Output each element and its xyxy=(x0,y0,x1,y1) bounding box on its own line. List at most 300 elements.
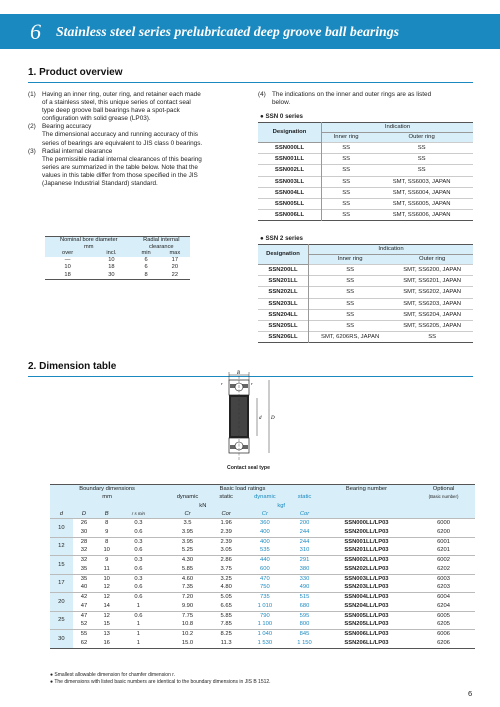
table-cell: 845 xyxy=(288,630,321,639)
overview-item-4 xyxy=(258,91,473,107)
diagram-caption: Contact seal type xyxy=(227,465,270,471)
indication-cell: SMT, SS6006, JAPAN xyxy=(370,210,473,221)
table-cell: 18 xyxy=(108,264,115,271)
table-cell: 35 xyxy=(80,565,88,572)
indication-cell: SS xyxy=(321,143,370,154)
table-row xyxy=(50,630,475,639)
table-cell: SSN200LL/LP03 xyxy=(344,528,389,535)
bore-diameter-cell: 20 xyxy=(50,593,73,612)
table-cell: 5.25 xyxy=(181,547,194,554)
col-header: (Basic number) xyxy=(412,493,475,501)
item-text-line: Bearing accuracy xyxy=(42,123,92,131)
indication-cell: SS xyxy=(321,176,370,187)
table-cell: 6204 xyxy=(437,602,450,609)
indication-cell: SMT, SS6201, JAPAN xyxy=(391,276,473,287)
table-row xyxy=(50,528,475,537)
table-cell: 7.75 xyxy=(164,611,211,620)
table-cell: 6 xyxy=(144,256,148,263)
table-cell: 3.95 xyxy=(164,537,211,546)
col-header: Boundary dimensions xyxy=(50,485,164,494)
designation-cell: SSN205LL xyxy=(258,321,308,332)
col-header: Optional xyxy=(412,485,475,494)
table-row xyxy=(50,583,475,592)
indication-cell: SMT, SS6202, JAPAN xyxy=(391,287,473,298)
table-cell: 20 xyxy=(171,264,178,271)
table-cell: 2.86 xyxy=(211,556,242,565)
col-header: clearance xyxy=(148,243,174,250)
table-cell: 6003 xyxy=(412,574,475,583)
series-label-text: SSN 0 series xyxy=(265,113,303,120)
table-cell: 5.85 xyxy=(211,611,242,620)
table-cell: 10 xyxy=(95,574,118,583)
col-header: min xyxy=(141,250,151,257)
item-text-line: The dimensional accuracy and running accuracy of this xyxy=(42,131,198,139)
overview-item xyxy=(28,123,253,147)
table-cell: 42 xyxy=(73,593,96,602)
indication-cell: SMT, SS6205, JAPAN xyxy=(391,321,473,332)
table-row xyxy=(258,154,473,165)
designation-cell: SSN005LL xyxy=(258,199,321,210)
table-row xyxy=(258,199,473,210)
indication-cell: SS xyxy=(391,332,473,343)
table-row xyxy=(258,210,473,221)
table-cell: 6206 xyxy=(437,639,450,646)
col-header: r s min xyxy=(118,510,159,519)
table-cell: SSN201LL/LP03 xyxy=(344,547,389,554)
indication-cell: SS xyxy=(308,321,391,332)
table-row xyxy=(50,602,475,611)
table-row xyxy=(45,272,190,280)
table-cell: 800 xyxy=(299,621,310,628)
col-header: Indication xyxy=(308,245,473,255)
indication-cell: SS xyxy=(321,165,370,176)
table-row xyxy=(258,309,473,320)
indication-table-ssn0 xyxy=(258,122,473,221)
col-header: B xyxy=(95,510,118,519)
label-D: D xyxy=(271,416,275,421)
footnote-text: Smallest allowable dimension for chamfer dimension r. xyxy=(54,672,176,678)
col-header: Cor xyxy=(211,510,242,519)
indication-cell: SMT, SS6003, JAPAN xyxy=(370,176,473,187)
item-label: (1) xyxy=(28,91,36,98)
col-header: Outer ring xyxy=(391,255,473,265)
table-cell: 6203 xyxy=(437,584,450,591)
col-header: dynamic xyxy=(164,493,211,501)
indication-cell: SMT, SS6204, JAPAN xyxy=(391,309,473,320)
table-cell: 14 xyxy=(103,602,110,609)
bore-diameter-cell: 30 xyxy=(50,630,73,649)
page-number: 6 xyxy=(468,689,473,698)
bore-diameter-cell: 17 xyxy=(50,574,73,593)
table-row xyxy=(258,143,473,154)
table-cell: 8 xyxy=(95,519,118,528)
designation-cell: SSN000LL xyxy=(258,143,321,154)
page-banner xyxy=(0,14,500,49)
table-cell: 6005 xyxy=(412,611,475,620)
table-cell: 52 xyxy=(80,621,88,628)
table-cell: SSN000LL/LP03 xyxy=(321,519,412,528)
table-cell: 10 xyxy=(64,264,71,271)
table-cell: 9.90 xyxy=(181,602,194,609)
col-header: static xyxy=(211,493,242,501)
table-cell: 3.25 xyxy=(211,574,242,583)
table-row xyxy=(258,287,473,298)
col-header: Designation xyxy=(258,245,308,265)
col-header: D xyxy=(73,510,96,519)
table-cell: 400 xyxy=(260,528,270,535)
footnote-text: The dimensions with listed basic numbers are identical to the boundary dimensions in JIS B 1512. xyxy=(54,678,271,685)
col-header-unit: mm xyxy=(84,243,94,250)
section-divider xyxy=(28,82,473,83)
table-cell: 16 xyxy=(103,639,110,646)
series-label-ssn2: ● SSN 2 series xyxy=(260,235,303,242)
table-cell: 15 xyxy=(103,621,110,628)
table-cell: 0.6 xyxy=(134,565,143,572)
table-cell: 5.05 xyxy=(211,593,242,602)
table-row xyxy=(50,593,475,602)
col-header: Cr xyxy=(164,510,211,519)
table-cell: 17 xyxy=(171,256,178,263)
indication-cell: SMT, 6206RS, JAPAN xyxy=(308,332,391,343)
table-cell: 330 xyxy=(288,574,321,583)
table-cell: 2.39 xyxy=(211,537,242,546)
bearing-cross-section-diagram xyxy=(219,370,284,465)
table-cell: SSN005LL/LP03 xyxy=(321,611,412,620)
table-cell: 32 xyxy=(80,547,88,554)
bore-diameter-cell: 12 xyxy=(50,537,73,556)
item-text-line: Radial internal clearance xyxy=(42,147,113,155)
table-cell: SSN203LL/LP03 xyxy=(344,584,389,591)
table-row xyxy=(50,565,475,574)
table-cell: 0.3 xyxy=(118,574,159,583)
table-cell: 30 xyxy=(80,528,88,535)
label-d: d xyxy=(259,416,262,421)
indication-cell: SS xyxy=(308,298,391,309)
table-cell: — xyxy=(64,256,71,263)
clearance-table xyxy=(45,236,190,280)
indication-cell: SS xyxy=(308,287,391,298)
table-cell: 0.6 xyxy=(118,593,159,602)
table-cell: 3.5 xyxy=(164,519,211,528)
table-cell: 310 xyxy=(299,547,310,554)
indication-cell: SMT, SS6005, JAPAN xyxy=(370,199,473,210)
table-cell: 0.6 xyxy=(134,547,143,554)
col-header: Bearing number xyxy=(321,485,412,494)
table-cell: 35 xyxy=(73,574,96,583)
indication-cell: SS xyxy=(308,265,391,276)
table-cell: 40 xyxy=(80,584,88,591)
table-row xyxy=(45,264,190,271)
indication-cell: SMT, SS6200, JAPAN xyxy=(391,265,473,276)
table-row xyxy=(50,611,475,620)
item-text-line: The permissible radial internal clearances of this bearing xyxy=(42,155,202,163)
table-cell: 6201 xyxy=(437,547,450,554)
table-cell: 380 xyxy=(299,565,310,572)
table-cell: 10 xyxy=(108,256,115,263)
designation-cell: SSN203LL xyxy=(258,298,308,309)
indication-cell: SMT, SS6004, JAPAN xyxy=(370,187,473,198)
table-cell: 62 xyxy=(80,639,88,646)
table-row xyxy=(50,574,475,583)
label-r: r xyxy=(251,381,253,386)
table-cell: 6200 xyxy=(437,528,450,535)
item-text-line: The indications on the inner and outer rings are as listed xyxy=(272,91,432,98)
table-cell: 1 xyxy=(118,630,159,639)
table-row xyxy=(258,321,473,332)
indication-cell: SS xyxy=(321,187,370,198)
table-cell: 750 xyxy=(260,584,270,591)
designation-cell: SSN006LL xyxy=(258,210,321,221)
bore-diameter-cell: 15 xyxy=(50,556,73,575)
indication-cell: SS xyxy=(370,165,473,176)
table-cell: SSN004LL/LP03 xyxy=(321,593,412,602)
footnote: ● The dimensions with listed basic numbers are identical to the boundary dimensions in JIS B 1512. xyxy=(50,678,271,685)
col-header-unit: mm xyxy=(50,493,164,501)
table-cell: 6202 xyxy=(437,565,450,572)
designation-cell: SSN202LL xyxy=(258,287,308,298)
table-cell: SSN006LL/LP03 xyxy=(321,630,412,639)
overview-left-column xyxy=(28,91,253,188)
table-row xyxy=(50,519,475,528)
item-text-line: type deep groove ball bearings have a spot-pack xyxy=(42,107,180,115)
table-cell: 1 xyxy=(136,602,140,609)
label-r-left: r xyxy=(221,381,223,386)
designation-cell: SSN200LL xyxy=(258,265,308,276)
item-text-line: of a stainless steel, this unique series of contact seal xyxy=(42,99,191,107)
table-cell: 6205 xyxy=(437,621,450,628)
item-label: (4) xyxy=(258,91,266,98)
item-text-line: (Japanese Industrial Standard) standard. xyxy=(42,180,158,188)
table-cell: 244 xyxy=(288,537,321,546)
table-cell: 10 xyxy=(103,547,110,554)
table-cell: 11 xyxy=(103,565,110,572)
designation-cell: SSN004LL xyxy=(258,187,321,198)
table-cell: SSN205LL/LP03 xyxy=(344,621,389,628)
table-cell: 32 xyxy=(73,556,96,565)
table-cell: 12 xyxy=(95,611,118,620)
indication-cell: SS xyxy=(321,210,370,221)
table-cell: 4.80 xyxy=(220,584,232,591)
table-cell: 735 xyxy=(242,593,289,602)
table-cell: 15.0 xyxy=(181,639,194,646)
col-header: max xyxy=(169,250,181,257)
indication-table-ssn2 xyxy=(258,244,473,343)
table-cell: 0.6 xyxy=(118,611,159,620)
table-cell: 9 xyxy=(95,556,118,565)
table-cell: 360 xyxy=(242,519,289,528)
table-cell: 8 xyxy=(144,271,148,278)
table-cell: SSN204LL/LP03 xyxy=(344,602,389,609)
table-cell: 1 xyxy=(136,621,140,628)
page-title: Stainless steel series prelubricated deep groove ball bearings xyxy=(56,23,399,39)
item-text-line: below. xyxy=(272,99,291,107)
bore-diameter-cell: 25 xyxy=(50,611,73,630)
col-header: static xyxy=(288,493,321,501)
table-cell: SSN202LL/LP03 xyxy=(344,565,389,572)
footnotes xyxy=(50,672,271,685)
table-cell: 1 010 xyxy=(257,602,273,609)
table-cell: 0.3 xyxy=(118,556,159,565)
table-cell: 7.85 xyxy=(220,621,232,628)
table-cell: 6006 xyxy=(412,630,475,639)
indication-cell: SS xyxy=(370,154,473,165)
table-cell: 10.8 xyxy=(181,621,194,628)
overview-item xyxy=(28,148,253,188)
table-cell: 13 xyxy=(95,630,118,639)
table-cell: 11.3 xyxy=(220,639,232,646)
table-cell: 7.35 xyxy=(181,584,194,591)
table-cell: SSN001LL/LP03 xyxy=(321,537,412,546)
table-cell: 8.25 xyxy=(211,630,242,639)
table-cell: 2.39 xyxy=(220,528,232,535)
designation-cell: SSN003LL xyxy=(258,176,321,187)
indication-cell: SS xyxy=(370,143,473,154)
table-row xyxy=(258,187,473,198)
table-cell: 200 xyxy=(288,519,321,528)
table-row xyxy=(50,639,475,648)
overview-item xyxy=(28,91,253,123)
table-cell: 244 xyxy=(299,528,310,535)
col-header: Inner ring xyxy=(321,133,370,143)
indication-cell: SMT, SS6203, JAPAN xyxy=(391,298,473,309)
table-cell: 12 xyxy=(103,584,110,591)
section-title-overview: 1. Product overview xyxy=(28,67,123,78)
table-cell: 6000 xyxy=(412,519,475,528)
table-row xyxy=(258,165,473,176)
table-cell: 26 xyxy=(73,519,96,528)
designation-cell: SSN201LL xyxy=(258,276,308,287)
table-cell: 1 100 xyxy=(257,621,273,628)
col-header: d xyxy=(50,510,73,519)
table-cell: 10.2 xyxy=(164,630,211,639)
table-cell: 55 xyxy=(73,630,96,639)
table-cell: 0.6 xyxy=(134,528,143,535)
dimension-table xyxy=(50,484,475,649)
series-label-ssn0: ● SSN 0 series xyxy=(260,113,303,120)
table-cell: 3.05 xyxy=(220,547,232,554)
table-cell: 1 xyxy=(136,639,140,646)
col-header: Basic load ratings xyxy=(164,485,321,494)
table-cell: 12 xyxy=(95,593,118,602)
table-cell: 4.60 xyxy=(164,574,211,583)
table-cell: 291 xyxy=(288,556,321,565)
table-cell: 30 xyxy=(108,271,115,278)
table-cell: 0.3 xyxy=(118,537,159,546)
table-row xyxy=(50,556,475,565)
item-text-line: configuration with solid grease (LP03). xyxy=(42,115,151,123)
bore-diameter-cell: 10 xyxy=(50,519,73,538)
indication-cell: SS xyxy=(321,199,370,210)
item-text-line: values in this table differ from those specified in the JIS xyxy=(42,171,198,179)
table-row xyxy=(258,298,473,309)
col-header: Designation xyxy=(258,123,321,143)
table-cell: 0.6 xyxy=(134,584,143,591)
table-cell: 595 xyxy=(288,611,321,620)
item-label: (2) xyxy=(28,123,36,131)
table-cell: 6002 xyxy=(412,556,475,565)
table-cell: 6001 xyxy=(412,537,475,546)
designation-cell: SSN001LL xyxy=(258,154,321,165)
table-cell: 1 150 xyxy=(297,639,312,646)
table-cell: 4.30 xyxy=(164,556,211,565)
table-cell: 28 xyxy=(73,537,96,546)
designation-cell: SSN204LL xyxy=(258,309,308,320)
table-cell: 0.3 xyxy=(118,519,159,528)
col-header: Nominal bore diameter xyxy=(60,237,118,243)
table-cell: 8 xyxy=(95,537,118,546)
indication-cell: SS xyxy=(308,276,391,287)
designation-cell: SSN002LL xyxy=(258,165,321,176)
table-cell: 600 xyxy=(260,565,270,572)
table-cell: 47 xyxy=(80,602,88,609)
table-cell: SSN002LL/LP03 xyxy=(321,556,412,565)
table-cell: 47 xyxy=(73,611,96,620)
col-header: over xyxy=(62,250,74,257)
table-cell: 515 xyxy=(288,593,321,602)
table-cell: 470 xyxy=(242,574,289,583)
col-header: incl. xyxy=(106,250,117,257)
table-cell: 3.75 xyxy=(220,565,232,572)
table-row xyxy=(50,546,475,555)
table-cell: 9 xyxy=(105,528,109,535)
table-cell: 7.20 xyxy=(164,593,211,602)
series-label-text: SSN 2 series xyxy=(265,235,303,242)
table-row xyxy=(258,176,473,187)
table-row xyxy=(45,257,190,264)
table-cell: 1.96 xyxy=(211,519,242,528)
table-cell: 535 xyxy=(260,547,270,554)
col-header: Inner ring xyxy=(308,255,391,265)
table-cell: 22 xyxy=(171,271,178,278)
table-row xyxy=(50,620,475,629)
table-cell: SSN003LL/LP03 xyxy=(321,574,412,583)
col-header: Indication xyxy=(321,123,473,133)
table-cell: 5.85 xyxy=(181,565,194,572)
col-header-unit: kN xyxy=(164,502,241,510)
col-header: Radial internal xyxy=(143,237,180,243)
table-cell: SSN206LL/LP03 xyxy=(344,639,389,646)
table-cell: 1 530 xyxy=(257,639,273,646)
table-row xyxy=(258,276,473,287)
table-cell: 6004 xyxy=(412,593,475,602)
label-B: B xyxy=(237,371,241,376)
indication-cell: SS xyxy=(321,154,370,165)
table-cell: 790 xyxy=(242,611,289,620)
col-header: Cor xyxy=(288,510,321,519)
table-cell: 6.65 xyxy=(220,602,232,609)
item-label: (3) xyxy=(28,147,36,155)
table-row xyxy=(258,265,473,276)
item-text-line: series of bearings are equivalent to JIS class 0 bearings. xyxy=(42,139,203,147)
col-header-unit: kgf xyxy=(242,502,321,510)
indication-cell: SS xyxy=(308,309,391,320)
table-cell: 1 040 xyxy=(242,630,289,639)
table-row xyxy=(50,537,475,546)
designation-cell: SSN206LL xyxy=(258,332,308,343)
item-text-line: Having an inner ring, outer ring, and retainer each made xyxy=(42,91,201,98)
table-cell: 440 xyxy=(242,556,289,565)
col-header: Cr xyxy=(242,510,289,519)
table-cell: 490 xyxy=(299,584,310,591)
item-text-line: series are summarized in the table below. Note that the xyxy=(42,163,198,171)
table-cell: 3.95 xyxy=(181,528,194,535)
col-header: Outer ring xyxy=(370,133,473,143)
col-header: dynamic xyxy=(242,493,289,501)
table-row xyxy=(258,332,473,343)
table-cell: 400 xyxy=(242,537,289,546)
table-cell: 18 xyxy=(64,271,71,278)
section-title-dimension: 2. Dimension table xyxy=(28,361,117,372)
